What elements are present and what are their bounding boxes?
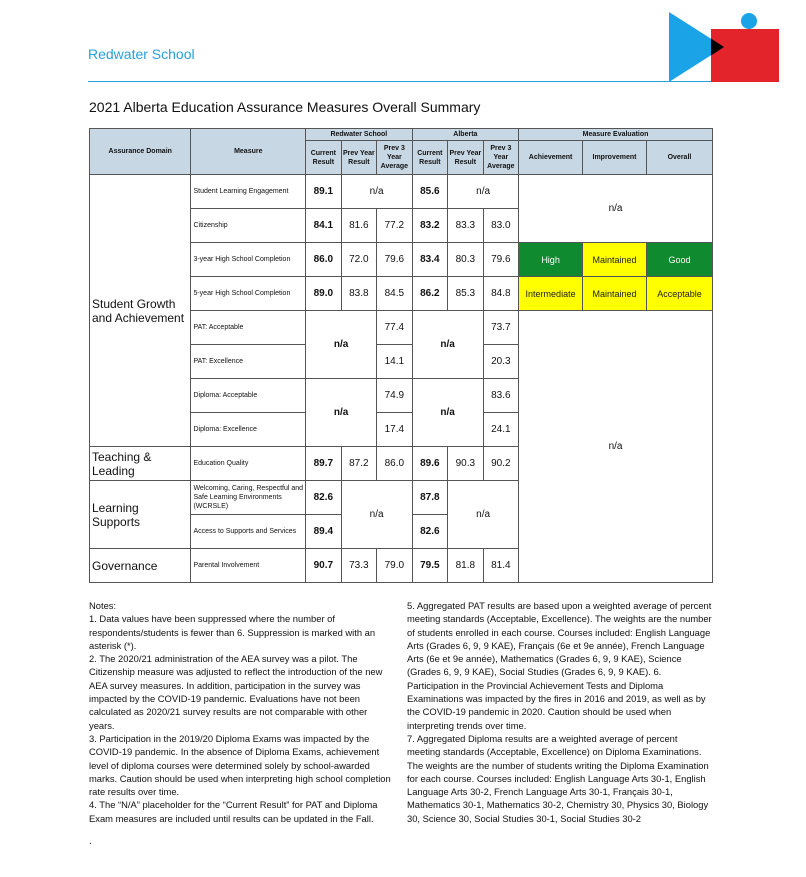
note-4: 4. The “N/A” placeholder for the “Current Result” for PAT and Diploma Exam measures are included until results can be updated in the Fall. <box>89 799 378 824</box>
hs5-rw-prev: 83.8 <box>341 277 377 311</box>
par-rw-prev: 73.3 <box>341 549 377 583</box>
notes-right-column <box>407 599 713 825</box>
trailing-period: . <box>89 836 92 847</box>
note-1: 1. Data values have been suppressed where the number of respondents/students is fewer than 6. Suppression is marked with an asterisk (*). <box>89 613 376 651</box>
hs5-achievement-badge: Intermediate <box>519 277 583 311</box>
hs5-ab-prev3: 84.8 <box>483 277 519 311</box>
domain-learning-supports: Learning Supports <box>90 481 191 549</box>
hs3-ab-prev3: 79.6 <box>483 243 519 277</box>
hs3-rw-current: 86.0 <box>306 243 342 277</box>
hs3-overall-badge: Good <box>646 243 712 277</box>
hs3-rw-prev3: 79.6 <box>377 243 413 277</box>
measure-hs5: 5-year High School Completion <box>191 277 306 311</box>
pat-ab-na: n/a <box>412 311 483 379</box>
header-overall: Overall <box>646 141 712 175</box>
hs5-rw-current: 89.0 <box>306 277 342 311</box>
summary-table <box>89 128 713 583</box>
hs5-improvement-badge: Maintained <box>583 277 647 311</box>
header-achievement: Achievement <box>519 141 583 175</box>
par-rw-prev3: 79.0 <box>377 549 413 583</box>
header-ab-current: Current Result <box>412 141 448 175</box>
header-ab-prev3: Prev 3 Year Average <box>483 141 519 175</box>
school-logo <box>669 12 779 82</box>
measure-dip-exc: Diploma: Excellence <box>191 413 306 447</box>
dip-acc-ab-prev3: 83.6 <box>483 379 519 413</box>
measure-wcr: Welcoming, Caring, Respectful and Safe Learning Environments (WCRSLE) <box>191 481 306 515</box>
ass-rw-current: 89.4 <box>306 515 342 549</box>
header-rw-prev3: Prev 3 Year Average <box>377 141 413 175</box>
cit-rw-prev: 81.6 <box>341 209 377 243</box>
header-rw-current: Current Result <box>306 141 342 175</box>
dip-acc-rw-prev3: 74.9 <box>377 379 413 413</box>
par-ab-prev: 81.8 <box>448 549 484 583</box>
measure-ass: Access to Supports and Services <box>191 515 306 549</box>
pat-acc-ab-prev3: 73.7 <box>483 311 519 345</box>
hs3-improvement-badge: Maintained <box>583 243 647 277</box>
hs3-achievement-badge: High <box>519 243 583 277</box>
dip-exc-ab-prev3: 24.1 <box>483 413 519 447</box>
dip-exc-rw-prev3: 17.4 <box>377 413 413 447</box>
hs3-ab-prev: 80.3 <box>448 243 484 277</box>
domain-teaching-leading: Teaching & Leading <box>90 447 191 481</box>
eq-ab-prev3: 90.2 <box>483 447 519 481</box>
eq-ab-prev: 90.3 <box>448 447 484 481</box>
header-rw-prev: Prev Year Result <box>341 141 377 175</box>
pat-rw-na: n/a <box>306 311 377 379</box>
measure-sle: Student Learning Engagement <box>191 175 306 209</box>
measure-eq: Education Quality <box>191 447 306 481</box>
header-measure-evaluation: Measure Evaluation <box>519 129 713 141</box>
ass-ab-current: 82.6 <box>412 515 448 549</box>
note-5-6: 5. Aggregated PAT results are based upon a weighted average of percent meeting standards (Acceptable, Excellence). The weights are the number of students enrolled in each course. Courses included: English Language Arts (Grades 6, 9, 9 KAE), Français (6e et 9e année), French Language Arts (6e et 9e année), Mathematics (Grades 6, 9, 9 KAE), Science (Grades 6, 9, 9 KAE), Social Studies (Grades 6, 9, 9 KAE). 6. Participation in the Provincial Achievement Tests and Diploma Examinations was impacted by the fires in 2016 and 2019, as well as by the COVID-19 pandemic in 2020. Caution should be used when interpreting trends over time. <box>407 600 712 731</box>
wcr-rw-current: 82.6 <box>306 481 342 515</box>
pat-exc-ab-prev3: 20.3 <box>483 345 519 379</box>
sle-ab-na: n/a <box>448 175 519 209</box>
cit-ab-prev3: 83.0 <box>483 209 519 243</box>
eval-na-top: n/a <box>519 175 713 243</box>
par-ab-prev3: 81.4 <box>483 549 519 583</box>
wcr-ab-current: 87.8 <box>412 481 448 515</box>
header-redwater-school: Redwater School <box>306 129 413 141</box>
measure-pat-exc: PAT: Excellence <box>191 345 306 379</box>
logo-red-square <box>711 29 779 82</box>
par-rw-current: 90.7 <box>306 549 342 583</box>
cit-rw-prev3: 77.2 <box>377 209 413 243</box>
pat-exc-rw-prev3: 14.1 <box>377 345 413 379</box>
measure-pat-acc: PAT: Acceptable <box>191 311 306 345</box>
header-measure: Measure <box>191 129 306 175</box>
hs5-overall-badge: Acceptable <box>646 277 712 311</box>
domain-governance: Governance <box>90 549 191 583</box>
eq-ab-current: 89.6 <box>412 447 448 481</box>
dip-rw-na: n/a <box>306 379 377 447</box>
hs5-ab-current: 86.2 <box>412 277 448 311</box>
ls-ab-na: n/a <box>448 481 519 549</box>
measure-par: Parental Involvement <box>191 549 306 583</box>
notes-heading: Notes: <box>89 600 117 611</box>
note-2: 2. The 2020/21 administration of the AEA survey was a pilot. The Citizenship measure was adjusted to reflect the introduction of the new AEA survey measures. In addition, participation in the survey was impacted by the COVID-19 pandemic. Evaluations have not been calculated as 2020/21 survey results are not comparable with other years. <box>89 653 383 731</box>
header-alberta: Alberta <box>412 129 519 141</box>
sle-ab-current: 85.6 <box>412 175 448 209</box>
pat-acc-rw-prev3: 77.4 <box>377 311 413 345</box>
eval-na-bottom: n/a <box>519 311 713 583</box>
measure-dip-acc: Diploma: Acceptable <box>191 379 306 413</box>
cit-ab-prev: 83.3 <box>448 209 484 243</box>
cit-rw-current: 84.1 <box>306 209 342 243</box>
header-improvement: Improvement <box>583 141 647 175</box>
cit-ab-current: 83.2 <box>412 209 448 243</box>
dip-ab-na: n/a <box>412 379 483 447</box>
ls-rw-na: n/a <box>341 481 412 549</box>
header-ab-prev: Prev Year Result <box>448 141 484 175</box>
hs3-rw-prev: 72.0 <box>341 243 377 277</box>
hs5-rw-prev3: 84.5 <box>377 277 413 311</box>
hs3-ab-current: 83.4 <box>412 243 448 277</box>
note-7: 7. Aggregated Diploma results are a weighted average of percent meeting standards (Acceptable, Excellence) on Diploma Examinations. The weights are the number of students writing the Diploma Examination for each course. Courses included: English Language Arts 30-1, English Language Arts 30-2, French Language Arts 30-1, Français 30-1, Mathematics 30-1, Mathematics 30-2, Chemistry 30, Physics 30, Biology 30, Science 30, Social Studies 30-1, Social Studies 30-2 <box>407 732 709 824</box>
sle-rw-na: n/a <box>341 175 412 209</box>
measure-hs3: 3-year High School Completion <box>191 243 306 277</box>
measure-cit: Citizenship <box>191 209 306 243</box>
domain-student-growth: Student Growth and Achievement <box>90 175 191 447</box>
logo-blue-dot <box>741 13 757 29</box>
table-row <box>90 175 713 209</box>
notes-left-column <box>89 599 391 825</box>
note-3: 3. Participation in the 2019/20 Diploma Exams was impacted by the COVID-19 pandemic. In the absence of Diploma Exams, achievement level of diploma courses were determined solely by school-awarded marks. Caution should be used when interpreting high school completion rate results over time. <box>89 732 391 798</box>
eq-rw-prev: 87.2 <box>341 447 377 481</box>
school-name: Redwater School <box>88 46 195 62</box>
document-title: 2021 Alberta Education Assurance Measures Overall Summary <box>89 99 481 115</box>
header-assurance-domain: Assurance Domain <box>90 129 191 175</box>
sle-rw-current: 89.1 <box>306 175 342 209</box>
par-ab-current: 79.5 <box>412 549 448 583</box>
eq-rw-current: 89.7 <box>306 447 342 481</box>
eq-rw-prev3: 86.0 <box>377 447 413 481</box>
hs5-ab-prev: 85.3 <box>448 277 484 311</box>
